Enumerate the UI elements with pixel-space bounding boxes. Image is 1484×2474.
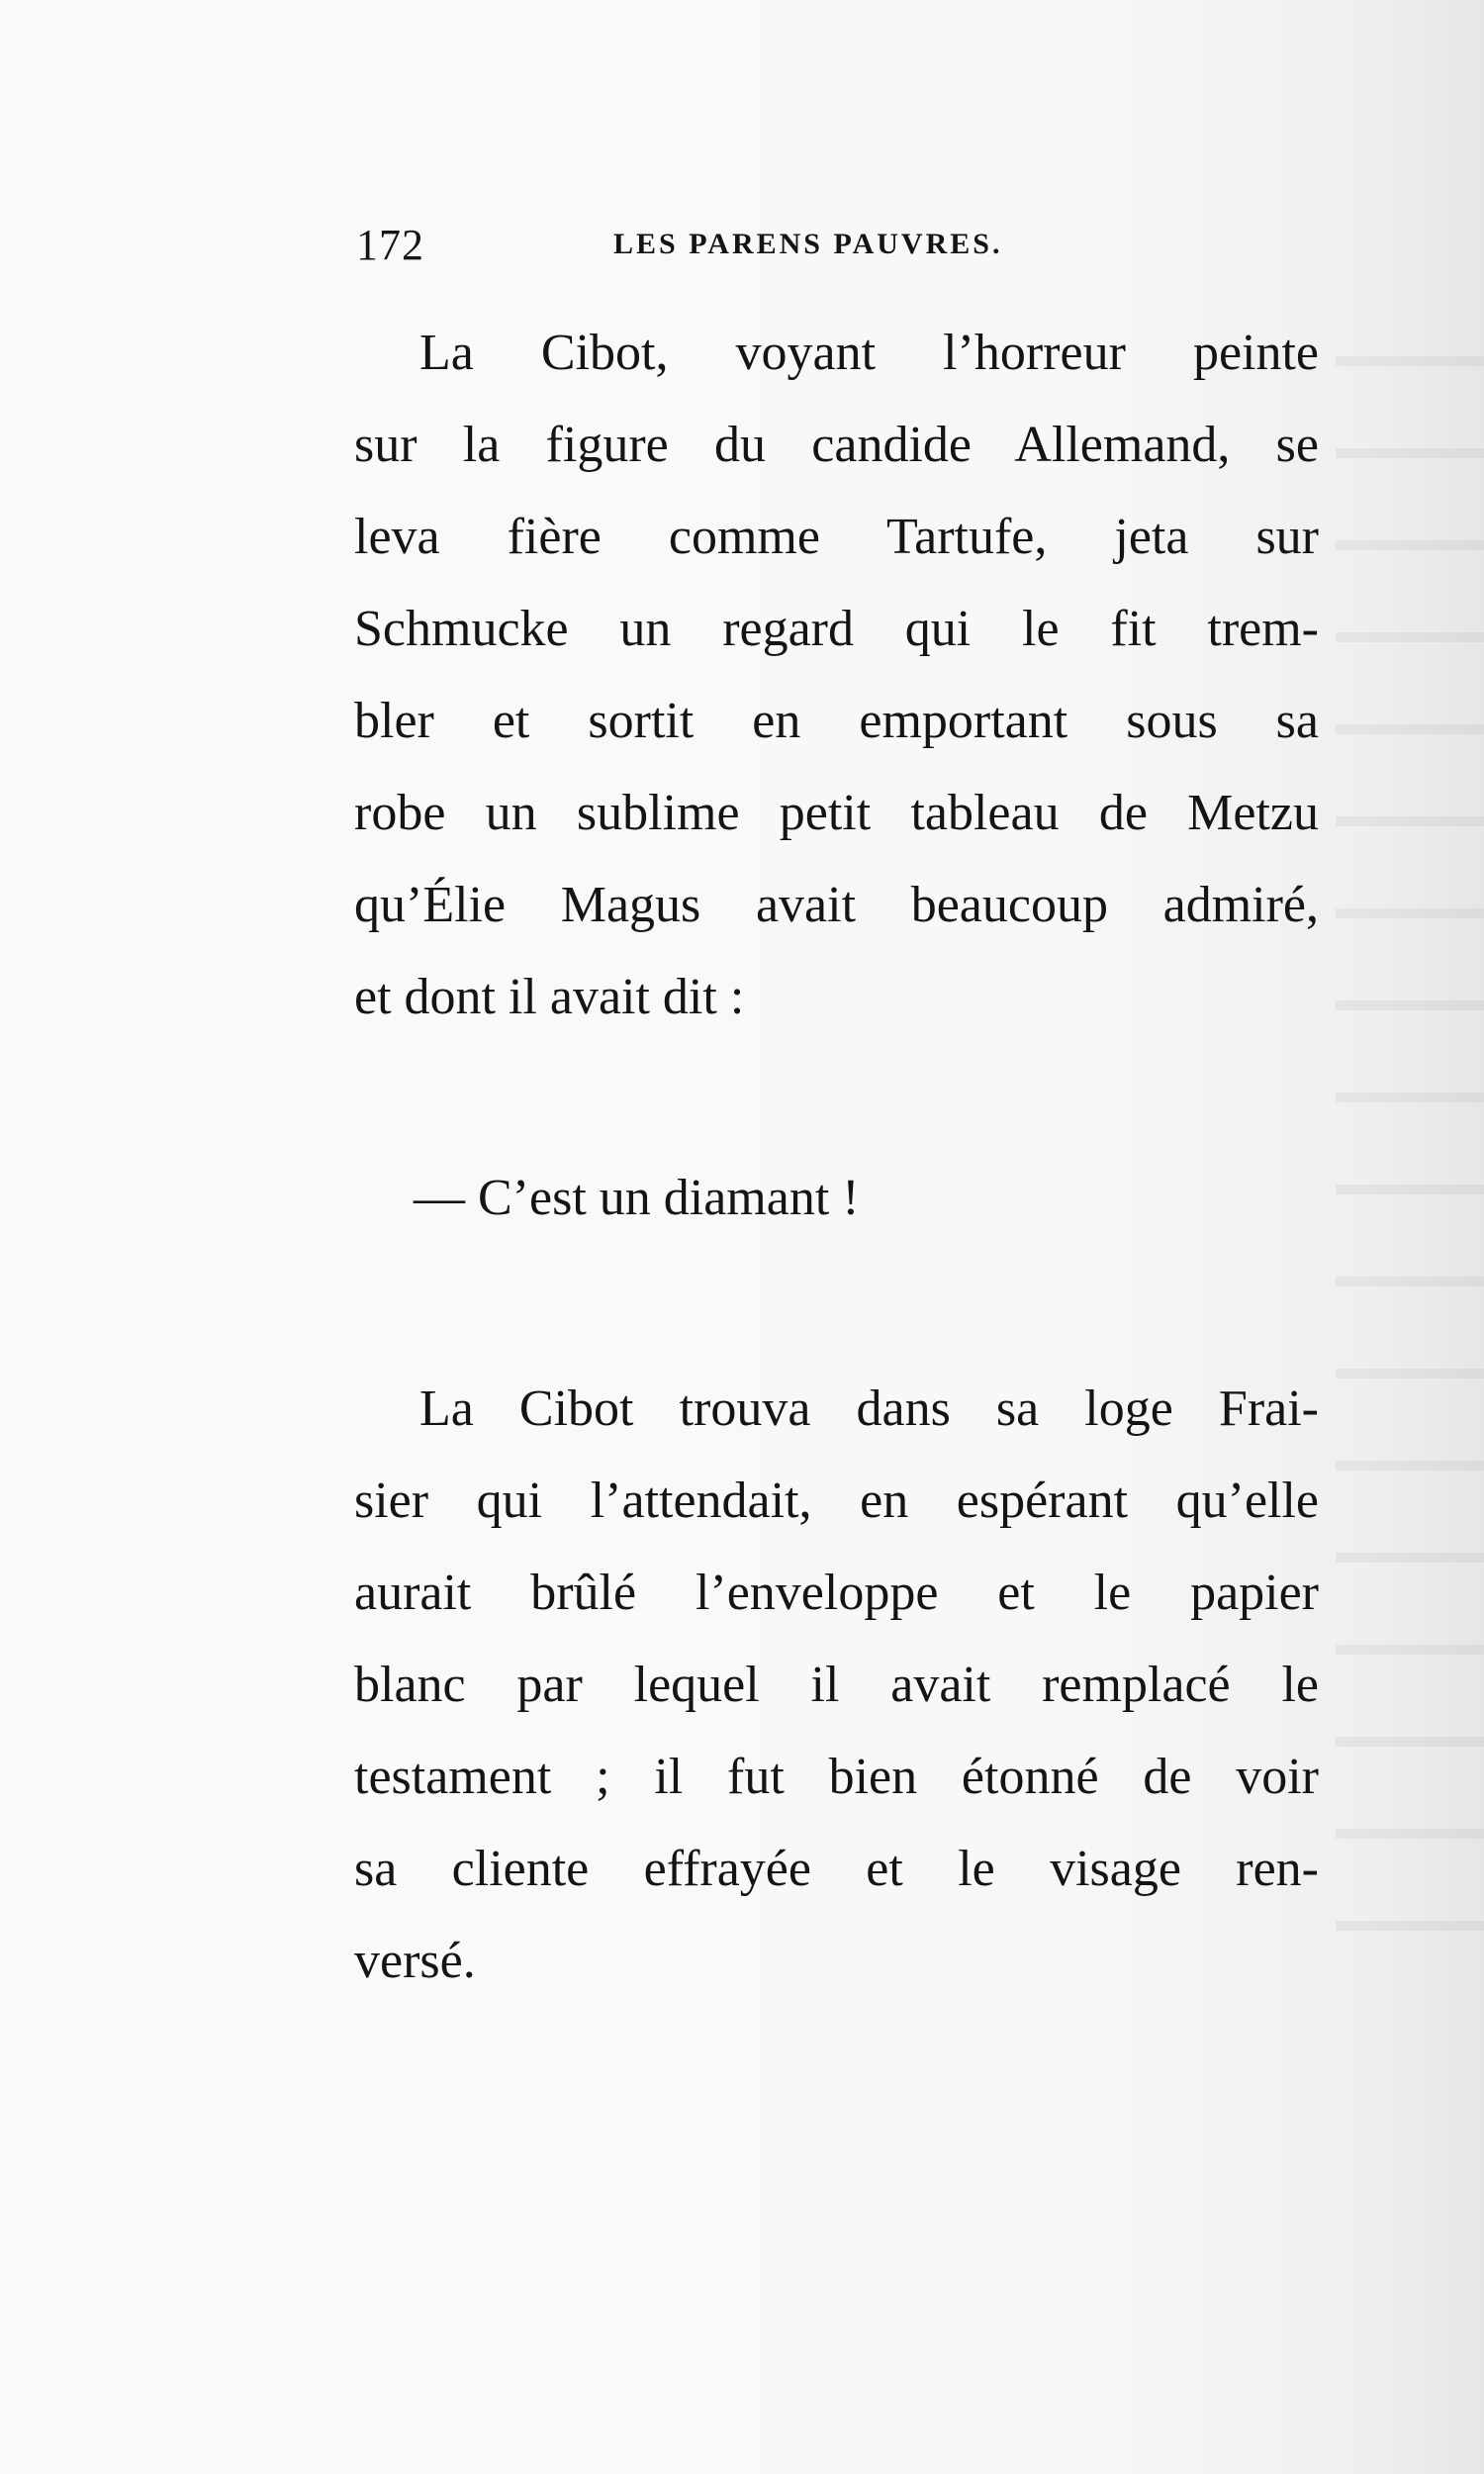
dialogue-line: — C’est un diamant ! bbox=[414, 1170, 860, 1226]
text-line: testament ; il fut bien étonné de voir bbox=[354, 1749, 1319, 1805]
text-line: sur la figure du candide Allemand, se bbox=[354, 417, 1319, 473]
text-line: sa cliente effrayée et le visage ren- bbox=[354, 1841, 1319, 1897]
text-line: aurait brûlé l’enveloppe et le papier bbox=[354, 1565, 1319, 1621]
text-line: leva fière comme Tartufe, jeta sur bbox=[354, 509, 1319, 565]
text-line: et dont il avait dit : bbox=[354, 969, 745, 1025]
show-through-shadow bbox=[1336, 297, 1484, 1979]
text-line: qu’Élie Magus avait beaucoup admiré, bbox=[354, 877, 1319, 933]
running-title: LES PARENS PAUVRES. bbox=[613, 228, 1003, 260]
running-head bbox=[356, 220, 1078, 279]
paragraph bbox=[354, 307, 1319, 1043]
text-line: bler et sortit en emportant sous sa bbox=[354, 693, 1319, 749]
text-line: robe un sublime petit tableau de Metzu bbox=[354, 785, 1319, 841]
text-line: Schmucke un regard qui le fit trem- bbox=[354, 601, 1319, 657]
page-number: 172 bbox=[356, 221, 424, 269]
paragraph bbox=[354, 1363, 1319, 2007]
text-line: La Cibot trouva dans sa loge Frai- bbox=[419, 1380, 1319, 1437]
body-text bbox=[354, 307, 1319, 2007]
text-line: versé. bbox=[354, 1933, 476, 1989]
text-line: blanc par lequel il avait remplacé le bbox=[354, 1657, 1319, 1713]
text-line: La Cibot, voyant l’horreur peinte bbox=[419, 325, 1319, 381]
text-line: sier qui l’attendait, en espérant qu’elle bbox=[354, 1473, 1319, 1529]
